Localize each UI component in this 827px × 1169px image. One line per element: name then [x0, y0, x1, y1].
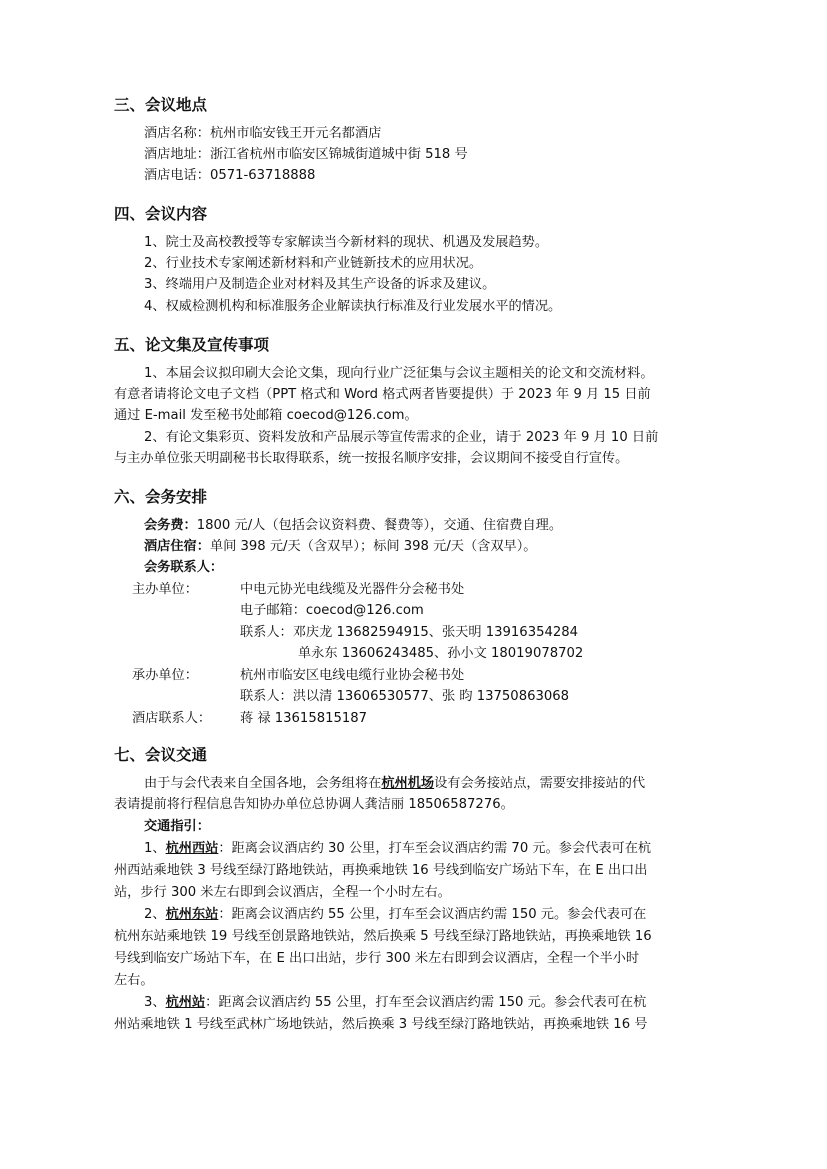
hz-station-name: 杭州站	[165, 995, 206, 1010]
item-number: 3、	[144, 995, 166, 1010]
section-4-heading: 四、会议内容	[114, 205, 208, 223]
paper-para1-line: 有意者请将论文电子文档（PPT 格式和 Word 格式两者皆要提供）于 2023 年 9 月 15 日前	[114, 387, 651, 402]
hz-station-text: ：距离会议酒店约 55 公里，打车至会议酒店约需 150 元。参会代表可在杭	[205, 995, 647, 1010]
east-station-line	[144, 906, 646, 924]
paper-para2-line: 2、有论文集彩页、资料发放和产品展示等宣传需求的企业，请于 2023 年 9 月 10 日前	[144, 430, 659, 445]
east-station-line: 杭州东站乘地铁 19 号线至创景路地铁站，然后换乘 5 号线至绿汀路地铁站，再换乘地铁 16	[114, 929, 652, 944]
hz-station-line	[144, 994, 646, 1012]
section-3-heading: 三、会议地点	[114, 96, 208, 114]
host-label: 主办单位：	[132, 582, 198, 597]
east-station-line: 左右。	[114, 973, 154, 988]
fee-line	[144, 517, 562, 535]
section-7-heading: 七、会议交通	[114, 746, 208, 764]
content-item: 2、行业技术专家阐述新材料和产业链新技术的应用状况。	[144, 256, 483, 271]
section-5-heading: 五、论文集及宣传事项	[114, 336, 270, 354]
content-item: 1、院士及高校教授等专家解读当今新材料的现状、机遇及发展趋势。	[144, 235, 549, 250]
west-station-line: 州西站乘地铁 3 号线至绿汀路地铁站，再换乘地铁 16 号线到临安广场站下车，在 E 出口出	[114, 863, 648, 878]
section-6-heading: 六、会务安排	[114, 488, 208, 506]
contact-heading: 会务联系人：	[144, 560, 224, 575]
east-station-text: ：距离会议酒店约 55 公里，打车至会议酒店约需 150 元。参会代表可在	[218, 907, 647, 922]
intro-text: 由于与会代表来自全国各地，会务组将在	[144, 776, 382, 791]
stay-label: 酒店住宿：	[144, 539, 210, 554]
east-station-name: 杭州东站	[165, 907, 219, 922]
item-number: 2、	[144, 907, 166, 922]
host-contact: 单永东 13606243485、孙小文 18019078702	[298, 646, 584, 661]
paper-para2-line: 与主办单位张天明副秘书长取得联系，统一按报名顺序安排，会议期间不接受自行宣传。	[114, 451, 629, 466]
stay-line	[144, 538, 536, 556]
content-item: 4、权威检测机构和标准服务企业解读执行标准及行业发展水平的情况。	[144, 299, 562, 314]
hotel-address-label: 酒店地址：	[144, 147, 210, 162]
paper-para1-line: 1、本届会议拟印刷大会论文集，现向行业广泛征集与会议主题相关的论文和交流材料。	[144, 366, 654, 381]
transport-intro-line: 表请提前将行程信息告知协办单位总协调人龚洁丽 18506587276。	[114, 797, 514, 812]
hotel-name-label: 酒店名称：	[144, 126, 210, 141]
hotel-phone-label: 酒店电话：	[144, 168, 210, 183]
hotel-name-line	[144, 125, 381, 143]
host-contact: 联系人：邓庆龙 13682594915、张天明 13916354284	[240, 625, 579, 640]
hotel-name: 杭州市临安钱王开元名都酒店	[209, 126, 382, 141]
west-station-line: 站，步行 300 米左右即到会议酒店，全程一个小时左右。	[114, 885, 451, 900]
transport-intro-line	[144, 775, 645, 793]
hotel-phone: 0571-63718888	[209, 168, 316, 183]
paper-para1-line: 通过 E-mail 发至秘书处邮箱 coecod@126.com。	[114, 408, 418, 423]
airport-name: 杭州机场	[381, 776, 435, 791]
intro-text: 设有会务接站点，需要安排接站的代	[434, 776, 646, 791]
co-label: 承办单位：	[132, 668, 198, 683]
stay-text: 单间 398 元/天（含双早）；标间 398 元/天（含双早）。	[209, 539, 537, 554]
hotel-contact-label: 酒店联系人：	[132, 711, 212, 726]
hotel-phone-line	[144, 167, 315, 185]
west-station-text: ：距离会议酒店约 30 公里，打车至会议酒店约需 70 元。参会代表可在杭	[218, 841, 652, 856]
content-item: 3、终端用户及制造企业对材料及其生产设备的诉求及建议。	[144, 277, 496, 292]
hotel-address-line	[144, 146, 468, 164]
guide-label: 交通指引：	[144, 819, 210, 834]
host-email: 电子邮箱：coecod@126.com	[240, 603, 424, 618]
west-station-name: 杭州西站	[165, 841, 219, 856]
co-name: 杭州市临安区电线电缆行业协会秘书处	[240, 668, 465, 683]
item-number: 1、	[144, 841, 166, 856]
east-station-line: 号线到临安广场站下车，在 E 出口出站，步行 300 米左右即到会议酒店，全程一个半小时	[114, 951, 640, 966]
hz-station-line: 州站乘地铁 1 号线至武林广场地铁站，然后换乘 3 号线至绿汀路地铁站，再换乘地铁 16 号	[114, 1017, 648, 1032]
hotel-address: 浙江省杭州市临安区锦城街道城中街 518 号	[209, 147, 468, 162]
fee-text: 1800 元/人（包括会议资料费、餐费等），交通、住宿费自理。	[196, 518, 563, 533]
host-name: 中电元协光电线缆及光器件分会秘书处	[240, 582, 465, 597]
co-contact: 联系人：洪以清 13606530577、张 昀 13750863068	[240, 689, 570, 704]
west-station-line	[144, 840, 651, 858]
fee-label: 会务费：	[144, 518, 197, 533]
hotel-contact: 蒋 禄 13615815187	[240, 711, 368, 726]
